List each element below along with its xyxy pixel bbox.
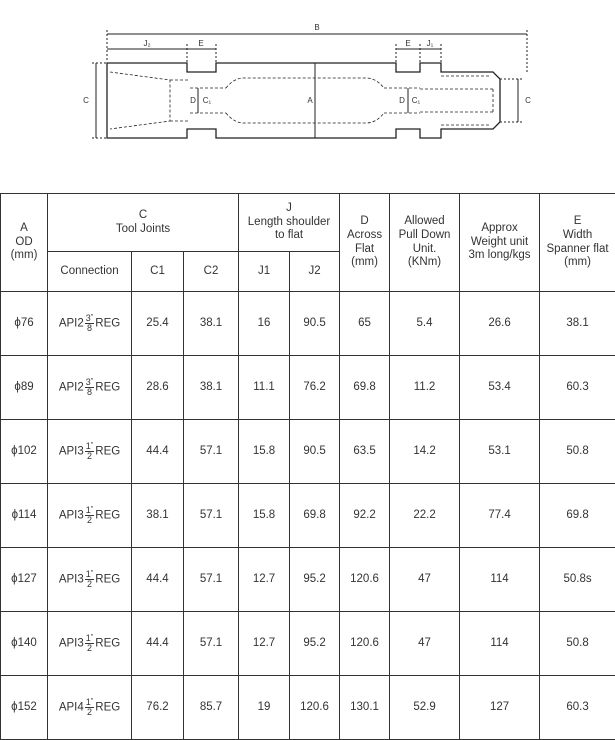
header-c1: C1: [132, 252, 184, 292]
cell-j2: 90.5: [290, 420, 340, 484]
label-d-right: D: [399, 96, 405, 105]
header-allowed-pull-down: Allowed Pull Down Unit. (KNm): [390, 194, 460, 292]
cell-j2: 95.2: [290, 612, 340, 676]
table-header-row-1: [1, 194, 615, 252]
cell-j1: 16: [239, 292, 290, 356]
cell-j1: 11.1: [239, 356, 290, 420]
header-a-od: A OD (mm): [1, 194, 48, 292]
cell-c1: 76.2: [132, 676, 184, 740]
cell-c1: 28.6: [132, 356, 184, 420]
label-c1-left: C₁: [202, 96, 212, 105]
cell-connection: API2 $\frac{3^"}{8}$ REG: [48, 292, 132, 356]
cell-e: 60.3: [540, 356, 615, 420]
cell-weight: 26.6: [460, 292, 540, 356]
cell-c1: 44.4: [132, 420, 184, 484]
table-row: [1, 676, 615, 740]
cell-od: ϕ127: [1, 548, 48, 612]
cell-connection: API3 $\frac{1^"}{2}$ REG: [48, 548, 132, 612]
label-j1: J₁: [426, 39, 434, 48]
cell-c2: 57.1: [184, 420, 239, 484]
cell-e: 69.8: [540, 484, 615, 548]
header-c2: C2: [184, 252, 239, 292]
header-j2: J2: [290, 252, 340, 292]
cell-c2: 38.1: [184, 356, 239, 420]
cell-d: 120.6: [340, 548, 390, 612]
cell-d: 69.8: [340, 356, 390, 420]
cell-pull-down: 47: [390, 548, 460, 612]
cell-pull-down: 14.2: [390, 420, 460, 484]
cell-d: 65: [340, 292, 390, 356]
cell-weight: 114: [460, 612, 540, 676]
connection-fraction: $\frac{1^"}{2}$: [85, 569, 94, 589]
cell-j1: 15.8: [239, 420, 290, 484]
cell-od: ϕ102: [1, 420, 48, 484]
cell-weight: 77.4: [460, 484, 540, 548]
cell-pull-down: 11.2: [390, 356, 460, 420]
label-c-left: C: [83, 96, 89, 105]
cell-j1: 12.7: [239, 548, 290, 612]
table-row: [1, 356, 615, 420]
cell-connection: API3 $\frac{1^"}{2}$ REG: [48, 484, 132, 548]
cell-j2: 120.6: [290, 676, 340, 740]
table-row: [1, 484, 615, 548]
cell-connection: API4 $\frac{1^"}{2}$ REG: [48, 676, 132, 740]
cell-j2: 69.8: [290, 484, 340, 548]
cell-d: 130.1: [340, 676, 390, 740]
cell-j1: 12.7: [239, 612, 290, 676]
header-approx-weight: Approx Weight unit 3m long/kgs: [460, 194, 540, 292]
cell-d: 92.2: [340, 484, 390, 548]
header-connection: Connection: [48, 252, 132, 292]
cell-j2: 76.2: [290, 356, 340, 420]
cell-connection: API3 $\frac{1^"}{2}$ REG: [48, 420, 132, 484]
connection-fraction: $\frac{1^"}{2}$: [85, 633, 94, 653]
cell-c2: 38.1: [184, 292, 239, 356]
cell-od: ϕ152: [1, 676, 48, 740]
cell-c2: 57.1: [184, 548, 239, 612]
cell-c2: 57.1: [184, 484, 239, 548]
cell-c2: 85.7: [184, 676, 239, 740]
cell-c1: 44.4: [132, 548, 184, 612]
label-c1-right: C₁: [411, 96, 421, 105]
cell-pull-down: 52.9: [390, 676, 460, 740]
cell-weight: 114: [460, 548, 540, 612]
cell-d: 63.5: [340, 420, 390, 484]
cell-j2: 90.5: [290, 292, 340, 356]
label-e-right: E: [405, 39, 411, 48]
header-j1: J1: [239, 252, 290, 292]
cell-j1: 15.8: [239, 484, 290, 548]
cell-weight: 53.1: [460, 420, 540, 484]
header-j-length: J Length shoulder to flat: [239, 194, 340, 252]
label-a: A: [307, 96, 313, 105]
table-row: [1, 292, 615, 356]
cell-connection: API3 $\frac{1^"}{2}$ REG: [48, 612, 132, 676]
cell-pull-down: 22.2: [390, 484, 460, 548]
cell-d: 120.6: [340, 612, 390, 676]
table-body: [1, 292, 615, 740]
table-row: [1, 548, 615, 612]
drill-rod-technical-drawing: [0, 0, 615, 192]
cell-c1: 38.1: [132, 484, 184, 548]
cell-c2: 57.1: [184, 612, 239, 676]
label-j2: J₂: [143, 39, 151, 48]
rod-outline: [107, 63, 500, 138]
connection-fraction: $\frac{1^"}{2}$: [85, 697, 94, 717]
label-d-left: D: [190, 96, 196, 105]
cell-j2: 95.2: [290, 548, 340, 612]
connection-fraction: $\frac{1^"}{2}$: [85, 505, 94, 525]
cell-e: 60.3: [540, 676, 615, 740]
cell-pull-down: 5.4: [390, 292, 460, 356]
cell-e: 50.8s: [540, 548, 615, 612]
header-c-tool-joints: C Tool Joints: [48, 194, 239, 252]
drill-rod-diagram: [0, 0, 615, 192]
inner-bore-hidden-lines: [110, 72, 493, 129]
connection-fraction: $\frac{3^"}{8}$: [85, 313, 94, 333]
label-c-right: C: [525, 96, 531, 105]
connection-fraction: $\frac{1^"}{2}$: [85, 441, 94, 461]
header-e-width-spanner: E Width Spanner flat (mm): [540, 194, 615, 292]
cell-c1: 44.4: [132, 612, 184, 676]
cell-e: 50.8: [540, 420, 615, 484]
specification-table: [0, 193, 615, 740]
cell-od: ϕ76: [1, 292, 48, 356]
header-d-across-flat: D Across Flat (mm): [340, 194, 390, 292]
table-row: [1, 420, 615, 484]
cell-e: 50.8: [540, 612, 615, 676]
cell-c1: 25.4: [132, 292, 184, 356]
label-b: B: [314, 23, 320, 32]
cell-od: ϕ140: [1, 612, 48, 676]
cell-connection: API2 $\frac{3^"}{8}$ REG: [48, 356, 132, 420]
table-row: [1, 612, 615, 676]
cell-e: 38.1: [540, 292, 615, 356]
connection-fraction: $\frac{3^"}{8}$: [85, 377, 94, 397]
cell-pull-down: 47: [390, 612, 460, 676]
label-e-left: E: [198, 39, 204, 48]
cell-weight: 53.4: [460, 356, 540, 420]
cell-j1: 19: [239, 676, 290, 740]
cell-od: ϕ114: [1, 484, 48, 548]
cell-weight: 127: [460, 676, 540, 740]
cell-od: ϕ89: [1, 356, 48, 420]
